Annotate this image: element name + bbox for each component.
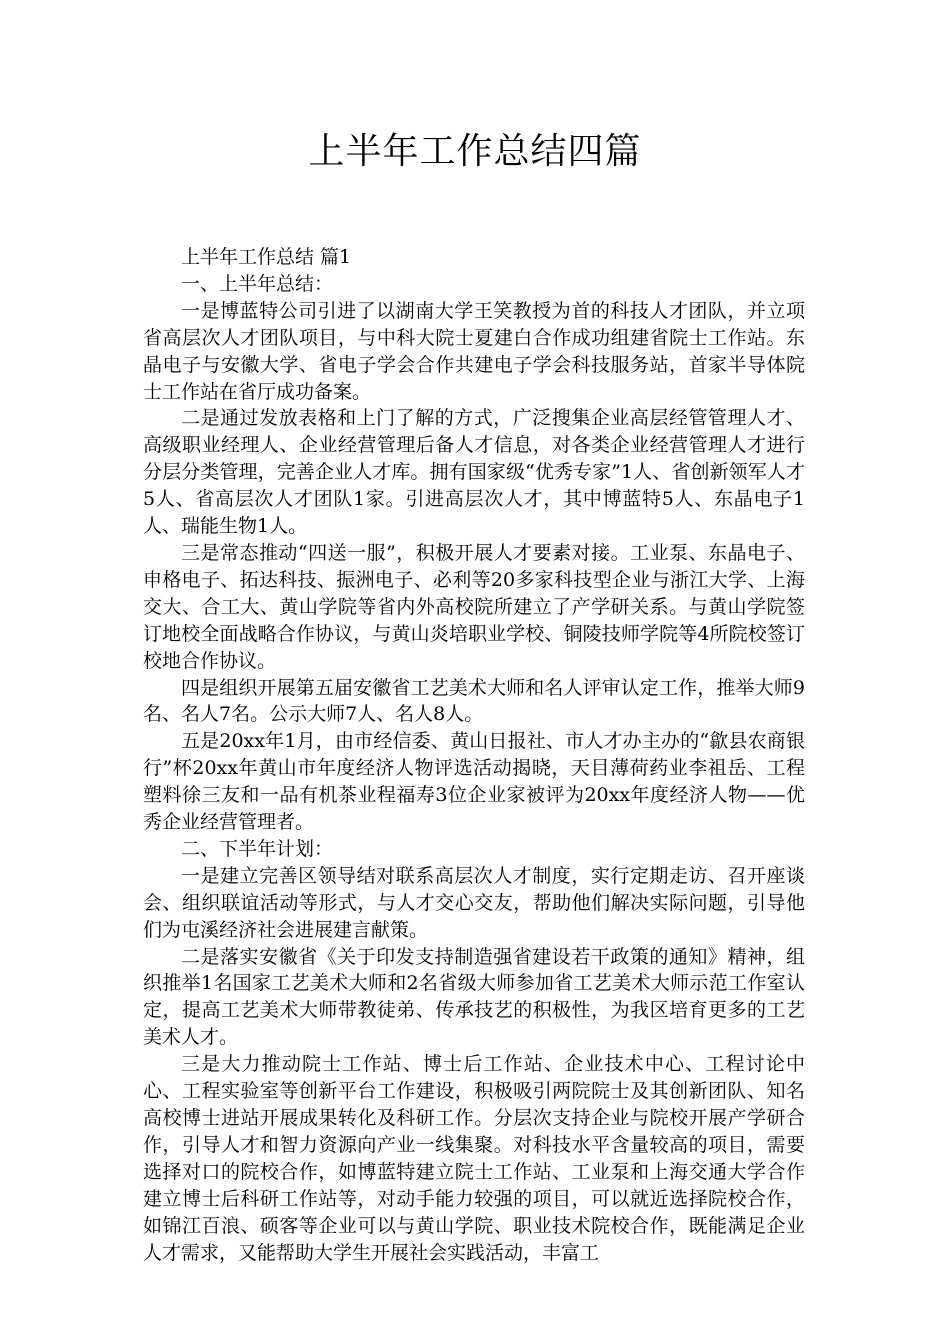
body-paragraph: 三是大力推动院士工作站、博士后工作站、企业技术中心、工程讨论中心、工程实验室等创新平台工作建设，积极吸引两院院士及其创新团队、知名高校博士进站开展成果转化及科研工作。分层次支持企业与院校开展产学研合作，引导人才和智力资源向产业一线集聚。对科技水平含量较高的项目，需要选择对口的院校合作，如博蓝特建立院士工作站、工业泵和上海交通大学合作建立博士后科研工作站等，对动手能力较强的项目，可以就近选择院校合作，如锦江百浪、硕客等企业可以与黄山学院、职业技术院校合作，既能满足企业人才需求，又能帮助大学生开展社会实践活动，丰富工 [143,1053,805,1264]
body-paragraph: 二是落实安徽省《关于印发支持制造强省建设若干政策的通知》精神，组织推举1名国家工艺美术大师和2名省级大师参加省工艺美术大师示范工作室认定，提高工艺美术大师带教徒弟、传承技艺的积极性，为我区培育更多的工艺美术人才。 [143,945,805,1049]
body-paragraph: 五是20xx年1月，由市经信委、黄山日报社、市人才办主办的“歙县农商银行”杯20xx年黄山市年度经济人物评选活动揭晓，天目薄荷药业李祖岳、工程塑料徐三友和一品有机茶业程福寿3位企业家被评为20xx年度经济人物——优秀企业经营管理者。 [143,730,805,834]
body-paragraph: 一是博蓝特公司引进了以湖南大学王笑教授为首的科技人才团队，并立项省高层次人才团队项目，与中科大院士夏建白合作成功组建省院士工作站。东晶电子与安徽大学、省电子学会合作共建电子学会科技服务站，首家半导体院士工作站在省厅成功备案。 [143,299,805,403]
subsection-heading: 二、下半年计划： [181,837,334,860]
document-title: 上半年工作总结四篇 [308,131,642,172]
document-body [143,244,805,1266]
section-heading: 上半年工作总结 篇1 [181,246,352,268]
body-paragraph: 二是通过发放表格和上门了解的方式，广泛搜集企业高层经管管理人才、高级职业经理人、企业经营管理后备人才信息，对各类企业经营管理人才进行分层分类管理，完善企业人才库。拥有国家级“优秀专家”1人、省创新领军人才5人、省高层次人才团队1家。引进高层次人才，其中博蓝特5人、东晶电子1人、瑞能生物1人。 [143,407,805,538]
body-paragraph: 三是常态推动“四送一服”，积极开展人才要素对接。工业泵、东晶电子、申格电子、拓达科技、振洲电子、必利等20多家科技型企业与浙江大学、上海交大、合工大、黄山学院等省内外高校院所建立了产学研关系。与黄山学院签订地校全面战略合作协议，与黄山炎培职业学校、铜陵技师学院等4所院校签订校地合作协议。 [143,541,805,672]
body-paragraph: 一是建立完善区领导结对联系高层次人才制度，实行定期走访、召开座谈会、组织联谊活动等形式，与人才交心交友，帮助他们解决实际问题，引导他们为屯溪经济社会进展建言献策。 [143,864,805,941]
body-paragraph: 四是组织开展第五届安徽省工艺美术大师和名人评审认定工作，推举大师9名、名人7名。公示大师7人、名人8人。 [143,676,805,726]
subsection-heading: 一、上半年总结： [181,272,334,295]
